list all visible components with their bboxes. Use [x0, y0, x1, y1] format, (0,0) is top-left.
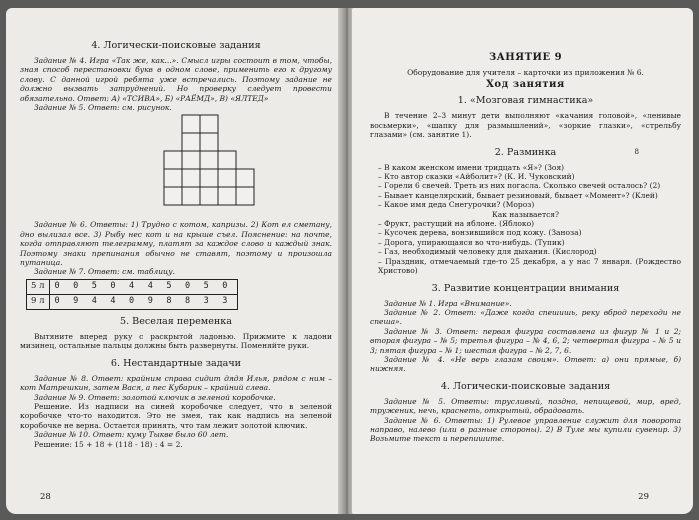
left-page — [6, 8, 344, 514]
list-item: – Праздник, отмечаемый где-то 25 декабря, а у нас 7 января. (Рождество Христово) — [378, 256, 681, 276]
lesson-title: ЗАНЯТИЕ 9 — [488, 52, 563, 63]
table-row — [27, 294, 238, 309]
list-item: – Газ, необходимый человеку для дыхания. (Кислород) — [378, 247, 597, 257]
table-row — [27, 279, 238, 294]
attention-task-1: Задание № 1. Игра «Внимание». — [384, 298, 512, 308]
equipment-line: Оборудование для учителя – карточки из приложения № 6. — [407, 68, 644, 77]
list-item: – Дорога, упирающаяся во что-нибудь. (Тупик) — [378, 237, 565, 247]
course-title: Ход занятия — [486, 79, 565, 91]
section1-title: 1. «Мозговая гимнастика» — [457, 95, 594, 107]
answer-table — [26, 279, 238, 310]
list-item: – Горели 6 свечей. Треть из них погасла. Сколько свечей осталось? (2) — [378, 181, 661, 191]
table-row-label: 9 л — [27, 294, 50, 309]
list-item: – Бывает канцелярский, бывает резиновый, бывает «Момент»? (Клей) — [378, 190, 658, 200]
list-item: – Кусочек дерева, вонзившийся под кожу. (Заноза) — [378, 228, 582, 238]
table-row-label: 5 л — [27, 279, 50, 294]
section3-title: 3. Развитие концентрации внимания — [431, 282, 620, 294]
task-10-solution: Решение: 15 + 18 + (118 - 18) : 4 = 2. — [34, 439, 183, 449]
attention-task-4: Задание № 4. «Не верь глазам своим». Ответ: а) они прямые, б) нижняя. — [370, 354, 681, 374]
page-number-left: 28 — [40, 492, 51, 502]
section5-title: 5. Веселая переменка — [119, 315, 233, 327]
grid-figure — [20, 112, 344, 220]
list-item: – Фрукт, растущий на яблоне. (Яблоко) — [378, 219, 535, 229]
task-4: Задание № 4. Игра «Так же, как...». Смысл игры состоит в том, чтобы, зная способ перестановки букв в одном слове, применить его к другому слову. С данной игрой ребята уже встречались. Поэтому задание не должно вызвать затруднений. Но проверку следует провести обязательно. Ответ: А) «ТСИВА», Б) «РАЁМД», В) «ЯЛТЕД» — [20, 56, 332, 103]
section1-text: В течение 2–3 минут дети выполняют «качания головой», «ленивые восьмерки», «шапку для размышлений», «зоркие глазки», «стрельбу глазами» (см. занятие 1). — [370, 111, 681, 140]
section2-title: 2. Разминка — [494, 146, 557, 158]
right-content — [370, 50, 681, 444]
grid-figure-drawing — [6, 112, 344, 220]
logic-task-5: Задание № 5. Ответы: трусливый, поздно, непищевой, мир, вред, труженик, нечь, краснеть, открытый, обрадовать. — [370, 396, 681, 416]
task-9: Задание № 9. Ответ: золотой ключик в зеленой коробочке. — [34, 392, 276, 402]
named-question: Как называется? — [491, 209, 560, 219]
task-6: Задание № 6. Ответы: 1) Трудно с котом, капризы. 2) Кот ел сметану, дно вылизал все. 3) Рыбу нес кот и на крыше съел. Пояснение: на почте, когда отправляют телеграмму, платят за каждое слово и каждый знак. Поэтому знаки препинания обычно не ставят, поэтому и произошла путаница. — [20, 220, 332, 268]
task-10: Задание № 10. Ответ: куму Тыкве было 60 лет. — [34, 430, 229, 440]
attention-task-3: Задание № 3. Ответ: первая фигура составлена из фигур № 1 и 2; вторая фигура – № 5; третья фигура – № 4, 6, 2; четвертая фигура – № 5 и 3; пятая фигура – № 1; шестая фигура – № 2, 7, 6. — [370, 326, 681, 355]
attention-task-2: Задание № 2. Ответ: «Даже когда спешишь, реку вброд переходи не спеша». — [370, 307, 681, 327]
task-8: Задание № 8. Ответ: крайним справа сидит дядя Илья, рядом с ним – кот Матрешкин, затем Вася, а пес Кубарик – крайний слева. — [20, 373, 332, 393]
logic-task-6: Задание № 6. Ответы: 1) Рулевое управление служит для поворота направо, налево (или в разные стороны). 2) В Туле мы купили сувенир. 3) Возьмите текст и перепишите. — [370, 415, 681, 444]
left-content — [20, 38, 332, 449]
task-7: Задание № 7. Ответ: см. таблицу. — [34, 267, 175, 277]
list-item: – В каком женском имени тридцать «Я»? (Зоя) — [378, 162, 565, 172]
table-row-values: 0 0 5 0 4 4 5 0 5 0 — [49, 279, 237, 294]
page-number-right: 29 — [638, 492, 649, 502]
section5-text: Вытяните вперед руку с раскрытой ладонью. Прижмите к ладони мизинец, остальные пальцы должны быть развернуты. Поменяйте руки. — [20, 331, 332, 351]
task-9-solution: Решение. Из надписи на синей коробочке следует, что в зеленой коробочке что-то находится. Это не змея, так как надпись на зеленой коробочке не верна. Остается принять, что там лежит золотой ключик. — [20, 401, 332, 430]
task-5: Задание № 5. Ответ: см. рисунок. — [34, 103, 172, 113]
margin-mark: 8 — [634, 148, 639, 156]
list-item: – Какое имя деда Снегурочки? (Мороз) — [378, 200, 535, 210]
left-section4-title: 4. Логически-поисковые задания — [91, 40, 261, 51]
list-item: – Кто автор сказки «Айболит»? (К. И. Чуковский) — [378, 172, 575, 182]
table-row-values: 0 9 4 4 0 9 8 8 3 3 — [49, 294, 237, 309]
section6-title: 6. Нестандартные задачи — [110, 357, 242, 369]
right-page — [352, 8, 693, 514]
right-section4-title: 4. Логически-поисковые задания — [440, 380, 611, 392]
